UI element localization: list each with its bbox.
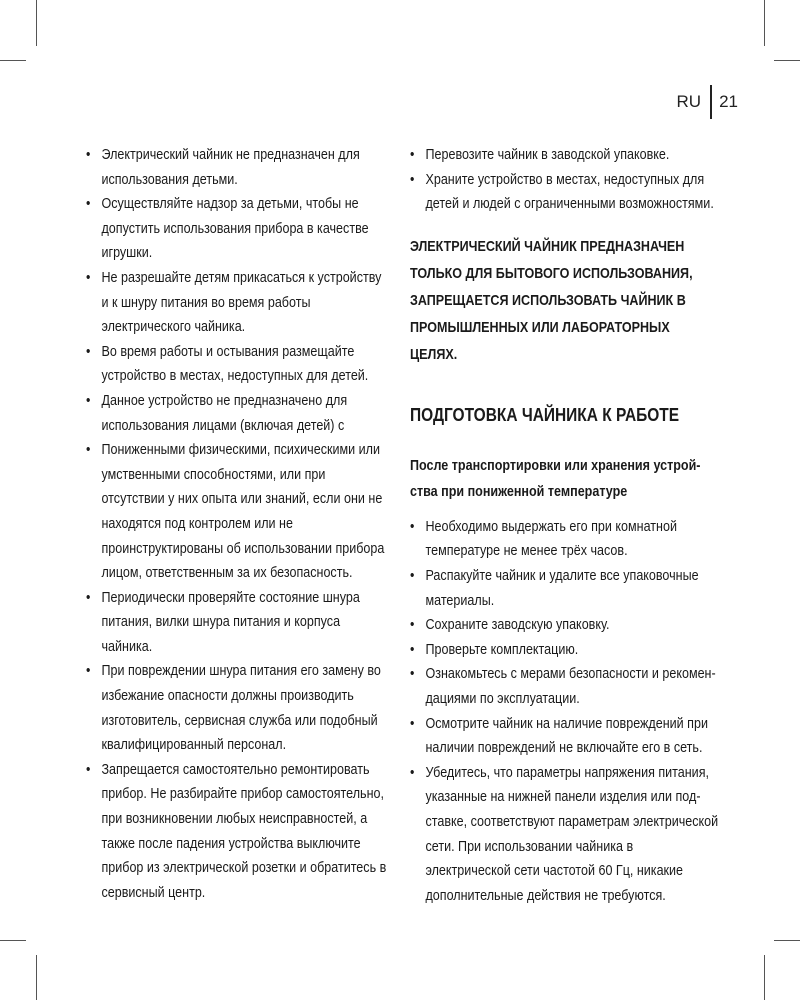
list-item: • Сохраните заводскую упаковку. [410, 613, 720, 638]
warning-text: ЭЛЕКТРИЧЕСКИЙ ЧАЙНИК ПРЕДНАЗНАЧЕН ТОЛЬКО ДЛЯ БЫТОВОГО ИСПОЛЬЗОВАНИЯ, ЗАПРЕЩАЕТСЯ ИСПОЛЬЗОВАТЬ ЧАЙНИК В ПРОМЫШЛЕННЫХ ИЛИ ЛАБОРАТОРНЫХ ЦЕЛЯХ. [410, 238, 693, 363]
storage-list [410, 143, 720, 217]
list-item: • Не разрешайте детям прикасаться к устройству и к шнуру питания во время работы электрического чайника. [86, 266, 387, 340]
crop-mark [0, 940, 26, 941]
list-item: • Осмотрите чайник на наличие повреждений при наличии повреждений не включайте его в сеть. [410, 712, 720, 761]
crop-mark [764, 955, 765, 1000]
list-item: • При повреждении шнура питания его замену во избежание опасности должны производить изготовитель, сервисная служба или подобный квалифицированный персонал. [86, 659, 387, 757]
list-item: • Убедитесь, что параметры напряжения питания, указанные на нижней панели изделия или подставке, соответствуют параметрам электрической сети. При использовании чайника в электрической сети частотой 60 Гц, никакие дополнительные действия не требуются. [410, 761, 720, 909]
list-item: • Проверьте комплектацию. [410, 638, 720, 663]
page-header [677, 86, 738, 118]
list-item: • Осуществляйте надзор за детьми, чтобы не допустить использования прибора в качестве игрушки. [86, 192, 387, 266]
crop-mark [36, 955, 37, 1000]
left-column [86, 143, 387, 905]
section-title: ПОДГОТОВКА ЧАЙНИКА К РАБОТЕ [410, 404, 680, 425]
list-item: • Ознакомьтесь с мерами безопасности и рекомендациями по эксплуатации. [410, 662, 720, 711]
language-label: RU [676, 92, 702, 111]
safety-list [86, 143, 387, 905]
list-item: • Перевозите чайник в заводской упаковке. [410, 143, 720, 168]
list-item: • Распакуйте чайник и удалите все упаковочные материалы. [410, 564, 720, 613]
list-item: • Храните устройство в местах, недоступных для детей и людей с ограниченными возможностями. [410, 168, 720, 217]
list-item: • Пониженными физическими, психическими или умственными способностями, или при отсутствии у них опыта или знаний, если они не находятся под контролем или не проинструктированы об использовании прибора лицом, ответственным за их безопасность. [86, 438, 387, 586]
preparation-list [410, 515, 720, 909]
page-number: 21 [719, 92, 738, 111]
list-item: • Периодически проверяйте состояние шнура питания, вилки шнура питания и корпуса чайника. [86, 586, 387, 660]
list-item: • Данное устройство не предназначено для использования лицами (включая детей) с [86, 389, 387, 438]
header-divider [710, 85, 712, 119]
list-item: • Необходимо выдержать его при комнатной температуре не менее трёх часов. [410, 515, 720, 564]
list-item: • Электрический чайник не предназначен для использования детьми. [86, 143, 387, 192]
crop-mark [0, 60, 26, 61]
list-item: • Запрещается самостоятельно ремонтировать прибор. Не разбирайте прибор самостоятельно, при возникновении любых неисправностей, а также после падения устройства выключите прибор из электрической розетки и обратитесь в сервисный центр. [86, 758, 387, 906]
subsection-title: После транспортировки или хранения устройства при пониженной температуре [410, 457, 701, 500]
crop-mark [774, 940, 800, 941]
crop-mark [774, 60, 800, 61]
list-item: • Во время работы и остывания размещайте устройство в местах, недоступных для детей. [86, 340, 387, 389]
crop-mark [36, 0, 37, 46]
right-column [410, 143, 720, 908]
crop-mark [764, 0, 765, 46]
